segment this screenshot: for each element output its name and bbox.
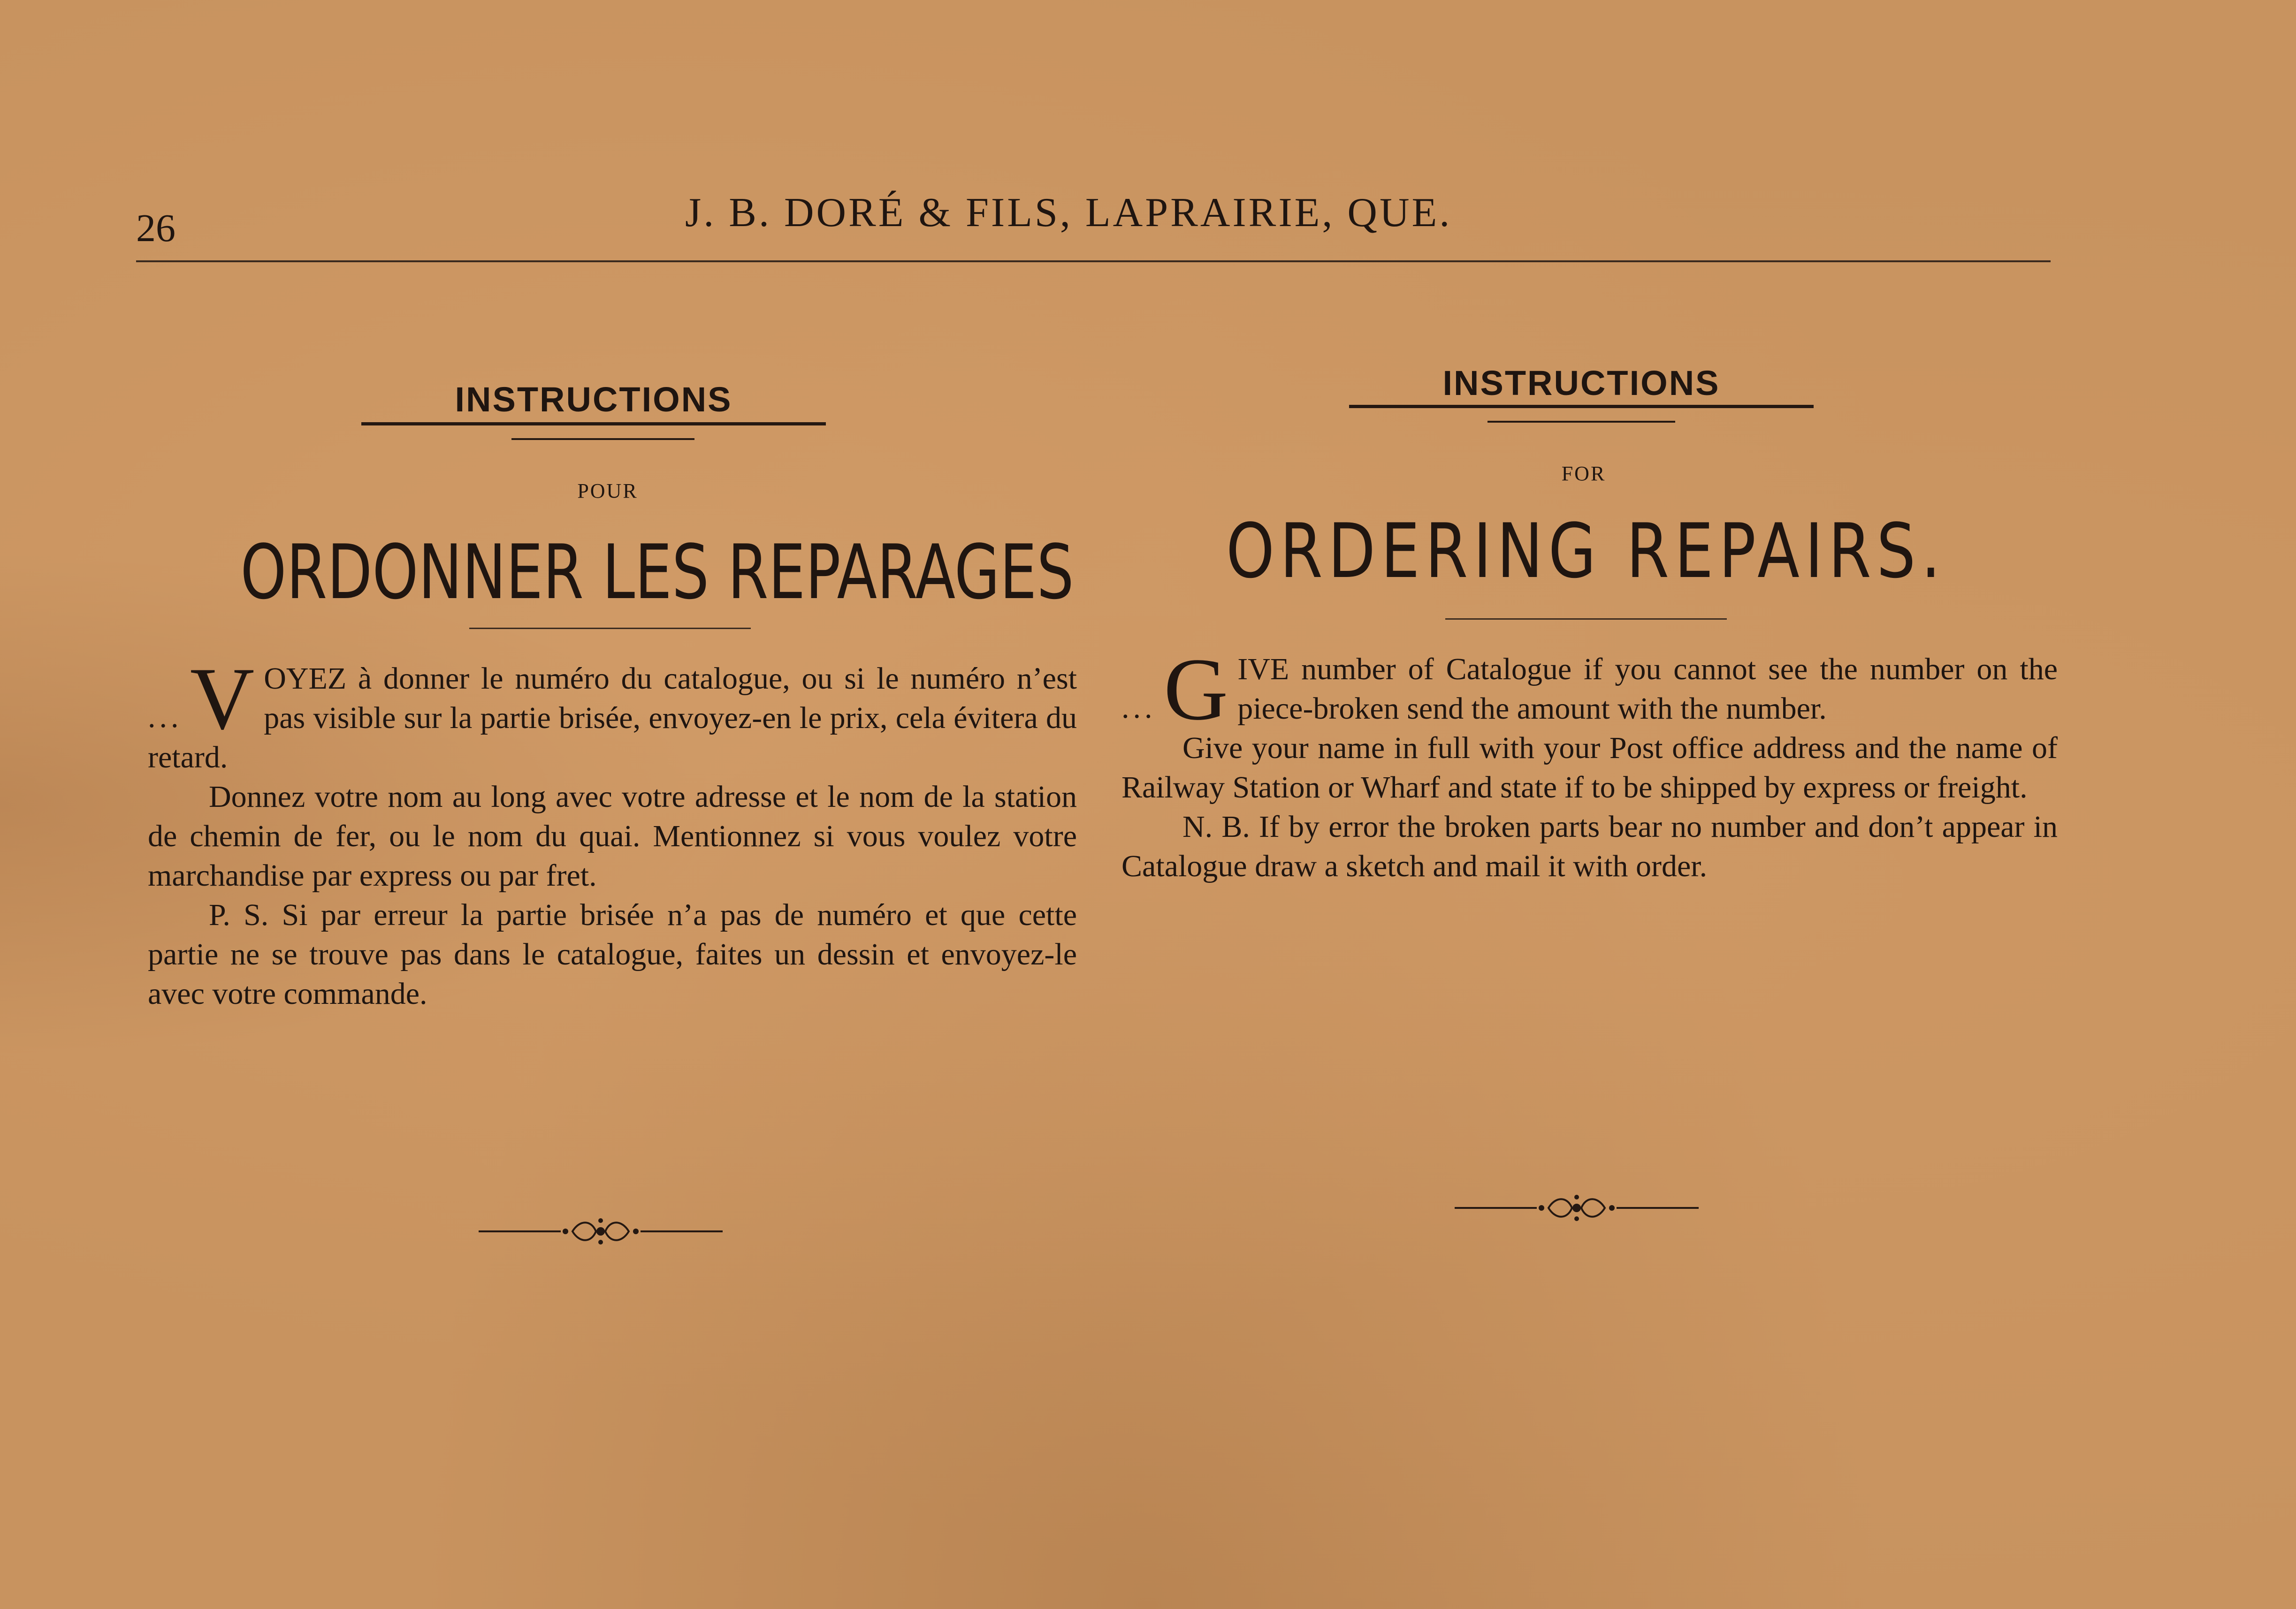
english-body xyxy=(1121,640,2058,886)
french-paragraph-1: OYEZ à donner le numéro du catalogue, ou si le numéro n’est pas visible sur la partie brisée, envoyez-en le prix, cela évitera du retard. xyxy=(148,661,1077,774)
french-dots: ... xyxy=(148,700,183,734)
english-title-rule xyxy=(1445,618,1727,620)
french-paragraph-3: P. S. Si par erreur la partie brisée n’a pas de numéro et que cette partie ne se trouve pas dans le catalogue, faites un dessin et envoyez-le avec votre commande. xyxy=(148,898,1077,1011)
french-body xyxy=(148,650,1077,1014)
page-number: 26 xyxy=(136,206,175,250)
english-paragraph-1: IVE number of Catalogue if you cannot see the number on the piece-broken send the amount with the number. xyxy=(1237,652,2058,726)
english-subheading: FOR xyxy=(1561,462,1606,485)
french-subheading: POUR xyxy=(577,479,638,502)
english-heading-short-rule xyxy=(1487,421,1675,423)
fleuron-ornament xyxy=(479,1215,723,1248)
french-heading-rule xyxy=(361,422,826,425)
english-heading: INSTRUCTIONS xyxy=(1442,364,1720,402)
french-title: ORDONNER LES REPARAGES xyxy=(240,528,1074,616)
header-rule xyxy=(136,260,2051,262)
english-dropcap: G xyxy=(1164,640,1228,739)
french-heading-short-rule xyxy=(511,438,694,440)
french-title-rule xyxy=(469,628,751,629)
french-paragraph-2: Donnez votre nom au long avec votre adresse et le nom de la station de chemin de fer, ou le nom du quai. Mentionnez si vous voulez votre marchandise par express ou par fret. xyxy=(148,780,1077,893)
english-title: ORDERING REPAIRS. xyxy=(1226,507,1946,595)
english-paragraph-2: Give your name in full with your Post office address and the name of Railway Station or Wharf and state if to be shipped by express or freight. xyxy=(1121,731,2058,804)
english-heading-rule xyxy=(1349,405,1814,408)
running-head: J. B. DORÉ & FILS, LAPRAIRIE, QUE. xyxy=(685,190,1452,235)
french-heading: INSTRUCTIONS xyxy=(455,380,732,419)
english-paragraph-3: N. B. If by error the broken parts bear no number and don’t appear in Catalogue draw a sketch and mail it with order. xyxy=(1121,810,2058,883)
french-first-paragraph xyxy=(148,650,1077,777)
fleuron-ornament xyxy=(1455,1192,1699,1224)
english-dots: ... xyxy=(1121,691,1156,725)
english-first-paragraph xyxy=(1121,640,2058,739)
french-dropcap: V xyxy=(190,650,255,748)
